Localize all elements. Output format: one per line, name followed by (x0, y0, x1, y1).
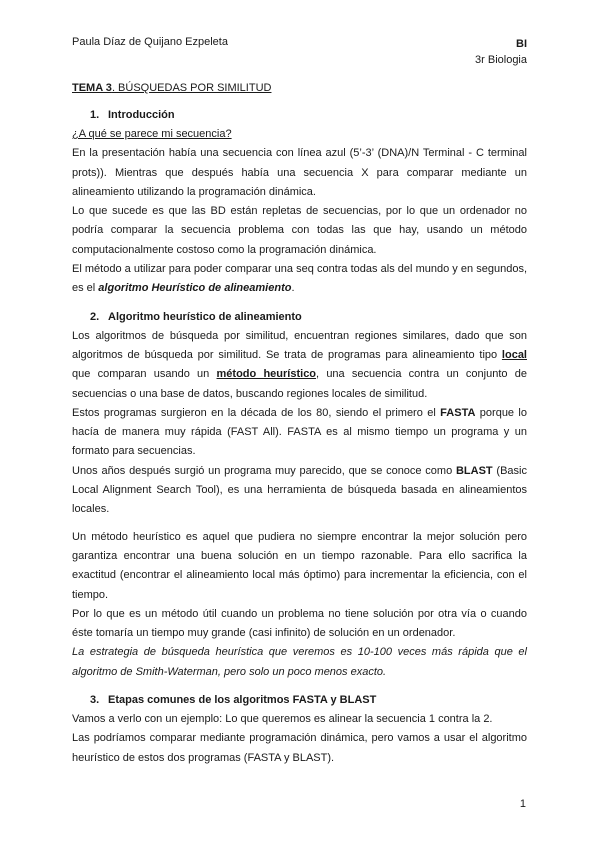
text-span: Unos años después surgió un programa muy parecido, que se conoce como (72, 464, 456, 477)
topic-name: . BÚSQUEDAS POR SIMILITUD (111, 82, 272, 94)
section-2-number: 2. (90, 310, 100, 323)
section-1-paragraph-1: En la presentación había una secuencia con línea azul (5’-3’ (DNA)/N Terminal - C terminal prots)). Mientras que después había una secuencia X para comparar mediante un alineamiento utilizando la programación dinámica. (72, 147, 527, 198)
question-text: ¿A qué se parece mi secuencia? (72, 128, 232, 140)
section-1-title: Introducción (108, 109, 175, 121)
section-1-paragraph-3 (72, 260, 527, 299)
page-number: 1 (519, 798, 526, 810)
section-1-paragraph-2: Lo que sucede es que las BD están repletas de secuencias, por lo que un ordenador no podría comparar la secuencia problema con todas las que hay, usando un método computacionalmente costoso como la programación dinámica. (72, 205, 527, 256)
header-course (475, 36, 527, 68)
section-2-heading (72, 307, 527, 327)
emphasis-blast: BLAST (455, 464, 493, 477)
text-span: Estos programas surgieron en la década de los 80, siendo el primero el (72, 406, 441, 419)
section-2-paragraph-6: La estrategia de búsqueda heurística que veremos es 10-100 veces más rápida que el algoritmo de Smith-Waterman, pero solo un poco menos exacto. (72, 646, 527, 678)
course-code: BI (516, 38, 527, 50)
text-span: , una secuencia contra un conjunto de secuencias o una base de datos, buscando regiones locales de similitud. (72, 368, 527, 400)
section-3-title: Etapas comunes de los algoritmos FASTA y BLAST (108, 694, 377, 707)
text-span: El método a utilizar para poder comparar una seq contra todas als del mundo y en segundos, es el (72, 263, 527, 295)
emphasis-fasta: FASTA (440, 406, 476, 419)
section-3-heading (72, 690, 527, 710)
document-body (72, 80, 527, 768)
topic-title (72, 80, 527, 96)
section-1-question (72, 125, 527, 144)
section-2-title: Algoritmo heurístico de alineamiento (108, 310, 302, 323)
text-span: Los algoritmos de búsqueda por similitud, encuentran regiones similares, dado que son algoritmos de búsqueda por similitud. Se trata de programas para alineamiento tipo (72, 329, 527, 361)
section-2-paragraph-3 (72, 462, 527, 520)
section-1-number: 1. (90, 109, 100, 121)
section-1-heading (72, 105, 527, 125)
text-span: (Basic Local Alignment Search Tool), es una herramienta de búsqueda basada en alineamientos locales. (72, 464, 527, 516)
emphasis-heuristic-algorithm: algoritmo Heurístico de alineamiento (98, 282, 292, 295)
emphasis-heuristic-method: método heurístico (216, 368, 317, 381)
section-3-number: 3. (90, 694, 100, 707)
section-2-paragraph-1 (72, 327, 527, 404)
section-3-paragraph-2: Las podríamos comparar mediante programación dinámica, pero vamos a usar el algoritmo heurístico de estos dos programas (FASTA y BLAST). (72, 732, 527, 764)
section-2-paragraph-5: Por lo que es un método útil cuando un problema no tiene solución por otra vía o cuando éste tomaría un tiempo muy grande (casi infinito) de solución en un ordenador. (72, 607, 527, 640)
text-span: porque lo hacía de manera muy rápida (FAST All). FASTA es al mismo tiempo un programa y un formato para secuencias. (72, 406, 527, 458)
topic-number: TEMA 3 (72, 82, 112, 94)
header-author: Paula Díaz de Quijano Ezpeleta (72, 36, 228, 48)
section-2-paragraph-2 (72, 404, 527, 462)
course-year: 3r Biologia (475, 54, 527, 66)
text-span: . (291, 282, 295, 295)
text-span: que comparan usando un (72, 368, 217, 381)
section-2-paragraph-4: Un método heurístico es aquel que pudiera no siempre encontrar la mejor solución pero garantiza encontrar una buena solución en un tiempo razonable. Para ello sacrifica la exactitud (encontrar el alineamiento local más óptimo) para incrementar la eficiencia, con el tiempo. (72, 530, 527, 601)
emphasis-local: local (501, 348, 527, 361)
section-3-paragraph-1: Vamos a verlo con un ejemplo: Lo que queremos es alinear la secuencia 1 contra la 2. (72, 713, 493, 726)
